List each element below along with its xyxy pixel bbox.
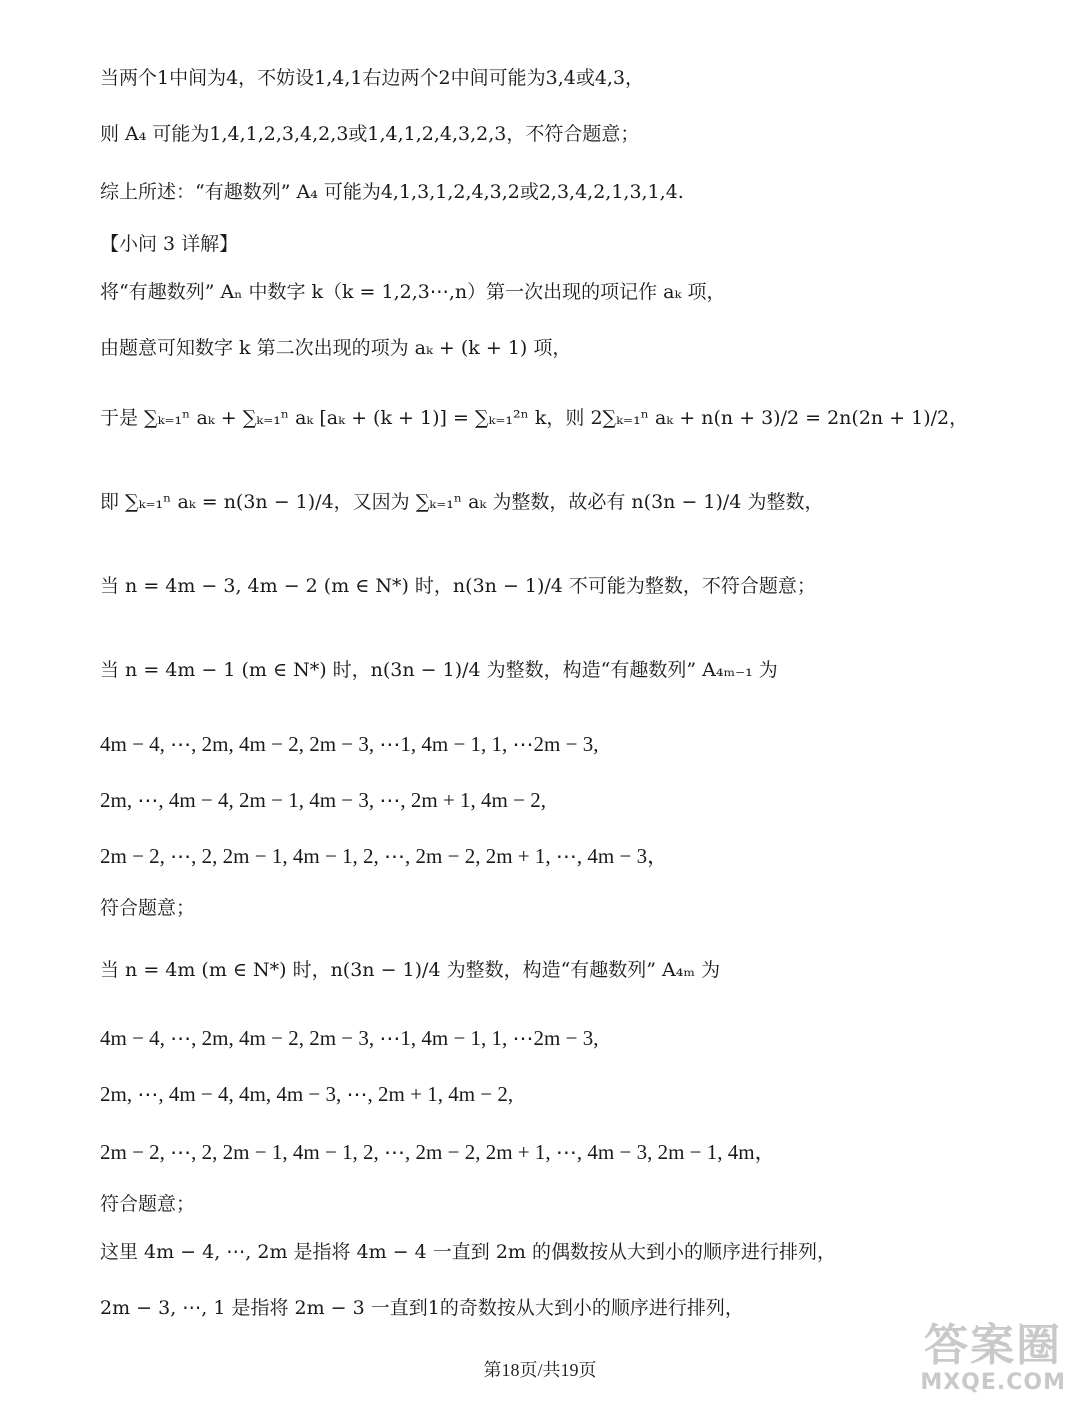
text-line: 综上所述：“有趣数列” A₄ 可能为4,1,3,1,2,4,3,2或2,3,4,2,1,3,1,4.	[100, 181, 684, 203]
text-line: 这里 4m − 4, ⋯, 2m 是指将 4m − 4 一直到 2m 的偶数按从大到小的顺序进行排列，	[100, 1241, 836, 1263]
page-number-footer: 第18页/共19页	[483, 1360, 597, 1380]
sequence-line: 4m − 4, ⋯, 2m, 4m − 2, 2m − 3, ⋯1, 4m − 1, 1, ⋯2m − 3,	[100, 732, 599, 756]
text-line: 将“有趣数列” Aₙ 中数字 k（k = 1,2,3⋯,n）第一次出现的项记作 aₖ 项，	[100, 281, 726, 303]
sequence-line: 2m, ⋯, 4m − 4, 4m, 4m − 3, ⋯, 2m + 1, 4m − 2,	[100, 1082, 514, 1106]
formula-line: 于是 ∑ₖ₌₁ⁿ aₖ + ∑ₖ₌₁ⁿ aₖ [aₖ + (k + 1)] = ∑ₖ₌₁²ⁿ k，则 2∑ₖ₌₁ⁿ aₖ + n(n + 3)/2 = 2n(2n + 1)/2，	[100, 407, 969, 429]
formula-line: 当 n = 4m (m ∈ N*) 时，n(3n − 1)/4 为整数，构造“有趣数列” A₄ₘ 为	[100, 959, 721, 981]
watermark-cn: 答案圈	[924, 1320, 1063, 1371]
text-line: 当两个1中间为4，不妨设1,4,1右边两个2中间可能为3,4或4,3，	[100, 67, 645, 89]
text-line: 2m − 3, ⋯, 1 是指将 2m − 3 一直到1的奇数按从大到小的顺序进行排列，	[100, 1297, 744, 1319]
sequence-line: 2m, ⋯, 4m − 4, 2m − 1, 4m − 3, ⋯, 2m + 1, 4m − 2,	[100, 788, 546, 812]
sequence-line: 2m − 2, ⋯, 2, 2m − 1, 4m − 1, 2, ⋯, 2m − 2, 2m + 1, ⋯, 4m − 3, 2m − 1, 4m，	[100, 1140, 776, 1164]
text-line: 符合题意；	[100, 897, 196, 919]
formula-line: 当 n = 4m − 1 (m ∈ N*) 时，n(3n − 1)/4 为整数，构造“有趣数列” A₄ₘ₋₁ 为	[100, 659, 778, 681]
formula-line: 即 ∑ₖ₌₁ⁿ aₖ = n(3n − 1)/4，又因为 ∑ₖ₌₁ⁿ aₖ 为整数，故必有 n(3n − 1)/4 为整数，	[100, 491, 824, 513]
watermark-en: MXQE.COM	[920, 1370, 1066, 1395]
sequence-line: 4m − 4, ⋯, 2m, 4m − 2, 2m − 3, ⋯1, 4m − 1, 1, ⋯2m − 3,	[100, 1026, 599, 1050]
text-line: 则 A₄ 可能为1,4,1,2,3,4,2,3或1,4,1,2,4,3,2,3，不符合题意；	[100, 123, 640, 145]
sequence-line: 2m − 2, ⋯, 2, 2m − 1, 4m − 1, 2, ⋯, 2m − 2, 2m + 1, ⋯, 4m − 3，	[100, 844, 669, 868]
watermark-logo	[920, 1322, 1066, 1396]
text-line: 由题意可知数字 k 第二次出现的项为 aₖ + (k + 1) 项，	[100, 337, 572, 359]
formula-line: 当 n = 4m − 3, 4m − 2 (m ∈ N*) 时，n(3n − 1)/4 不可能为整数，不符合题意；	[100, 575, 816, 597]
text-line: 符合题意；	[100, 1193, 196, 1215]
section-heading: 【小问 3 详解】	[100, 233, 239, 255]
